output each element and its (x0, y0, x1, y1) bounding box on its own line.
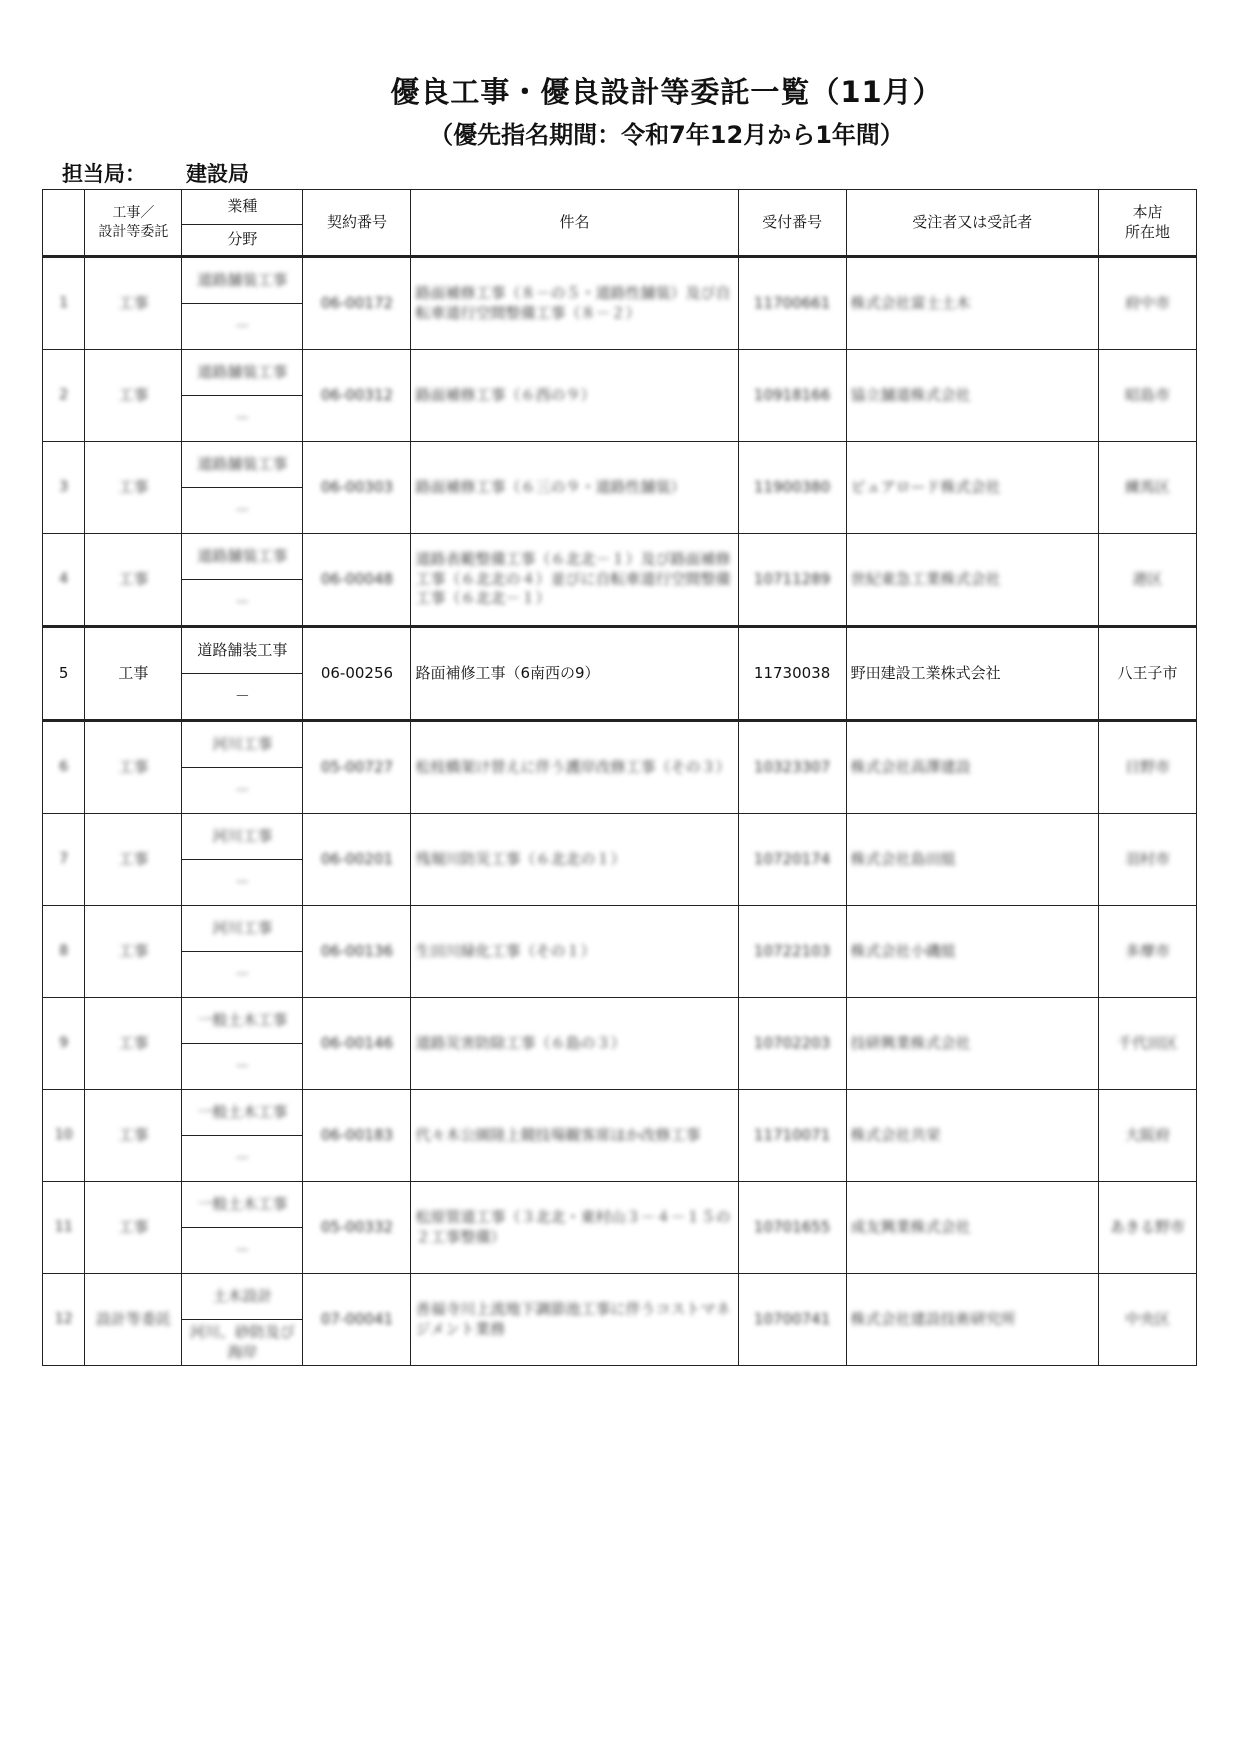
row-receipt-no: 10702203 (738, 998, 846, 1090)
header-field: 分野 (182, 225, 303, 257)
row-contract-no: 05-00332 (303, 1182, 411, 1274)
row-type: 工事 (85, 350, 182, 442)
row-industry: 一般土木工事 (182, 998, 303, 1044)
row-number: 1 (43, 257, 85, 350)
row-number: 5 (43, 627, 85, 721)
bureau-label: 担当局： (62, 162, 146, 186)
row-location: 昭島市 (1098, 350, 1196, 442)
row-contract-no: 05-00727 (303, 721, 411, 814)
award-list-table (42, 189, 1197, 1366)
row-receipt-no: 10700741 (738, 1274, 846, 1366)
row-contract-no: 06-00303 (303, 442, 411, 534)
row-type: 工事 (85, 906, 182, 998)
row-location: 練馬区 (1098, 442, 1196, 534)
table-header (43, 190, 1197, 257)
row-location: 府中市 (1098, 257, 1196, 350)
row-contract-no: 06-00256 (303, 627, 411, 721)
row-industry: 道路舗装工事 (182, 442, 303, 488)
row-type: 工事 (85, 534, 182, 627)
table-row (43, 534, 1197, 580)
row-subject: 善福寺川上流地下調節池工事に伴うコストマネジメント業務 (411, 1274, 738, 1366)
row-contract-no: 06-00183 (303, 1090, 411, 1182)
table-row (43, 1090, 1197, 1136)
row-industry: 道路舗装工事 (182, 627, 303, 674)
header-contractor: 受注者又は受託者 (846, 190, 1098, 257)
table-row (43, 906, 1197, 952)
row-type: 工事 (85, 1090, 182, 1182)
row-type: 工事 (85, 814, 182, 906)
row-contractor: ピュアロード株式会社 (846, 442, 1098, 534)
row-subject: 道路表範整備工事（６北北－１）及び路面補修工事（６北北の４）並びに自転車道行空間整備工事（６北北－１） (411, 534, 738, 627)
table-row (43, 1274, 1197, 1320)
row-receipt-no: 11700661 (738, 257, 846, 350)
row-contract-no: 06-00048 (303, 534, 411, 627)
row-industry: 道路舗装工事 (182, 534, 303, 580)
row-contractor: 株式会社富士土木 (846, 257, 1098, 350)
row-location: 日野市 (1098, 721, 1196, 814)
highlighted-rows-group (43, 627, 1197, 721)
row-receipt-no: 10711289 (738, 534, 846, 627)
header-subject: 件名 (411, 190, 738, 257)
row-field: － (182, 674, 303, 721)
row-contract-no: 06-00201 (303, 814, 411, 906)
row-contractor: 株式会社高澤建設 (846, 721, 1098, 814)
row-field: － (182, 952, 303, 998)
row-location: 八王子市 (1098, 627, 1196, 721)
row-type: 工事 (85, 721, 182, 814)
row-subject: 残堀川防災工事（６北北の１） (411, 814, 738, 906)
row-subject: 代々木公園陸上競技場観客席ほか改修工事 (411, 1090, 738, 1182)
row-receipt-no: 10722103 (738, 906, 846, 998)
row-industry: 一般土木工事 (182, 1090, 303, 1136)
row-field: － (182, 1136, 303, 1182)
row-contract-no: 06-00172 (303, 257, 411, 350)
row-number: 12 (43, 1274, 85, 1366)
row-industry: 土木設計 (182, 1274, 303, 1320)
row-receipt-no: 10720174 (738, 814, 846, 906)
header-industry: 業種 (182, 190, 303, 225)
row-contract-no: 06-00136 (303, 906, 411, 998)
row-contractor: 技研興業株式会社 (846, 998, 1098, 1090)
header-type: 工事／ 設計等委託 (85, 190, 182, 257)
row-subject: 生田川緑化工事（その１） (411, 906, 738, 998)
header-contract-no: 契約番号 (303, 190, 411, 257)
row-subject: 松原管道工事（３北北・東村山３－４－１５の２工事整備） (411, 1182, 738, 1274)
row-number: 2 (43, 350, 85, 442)
row-subject: 路面補修工事（６西の９） (411, 350, 738, 442)
row-location: あきる野市 (1098, 1182, 1196, 1274)
document-title: 優良工事・優良設計等委託一覧（11月） (390, 75, 943, 109)
row-industry: 一般土木工事 (182, 1182, 303, 1228)
row-field: － (182, 488, 303, 534)
row-industry: 河川工事 (182, 906, 303, 952)
row-field: － (182, 396, 303, 442)
row-field: － (182, 304, 303, 350)
row-subject: 路面補修工事（８－の５・道路性舗装）及び自転車道行空間整備工事（８－２） (411, 257, 738, 350)
row-contract-no: 07-00041 (303, 1274, 411, 1366)
blurred-rows-group (43, 721, 1197, 1366)
row-subject: 道路災害防除工事（６島の３） (411, 998, 738, 1090)
row-number: 8 (43, 906, 85, 998)
row-type: 工事 (85, 442, 182, 534)
table-row (43, 814, 1197, 860)
table-row (43, 627, 1197, 674)
row-receipt-no: 10701655 (738, 1182, 846, 1274)
row-location: 中央区 (1098, 1274, 1196, 1366)
row-field: 河川、砂防及び海岸 (182, 1320, 303, 1366)
row-industry: 河川工事 (182, 721, 303, 768)
row-contractor: 株式会社建設技術研究所 (846, 1274, 1098, 1366)
row-type: 工事 (85, 1182, 182, 1274)
table-row (43, 998, 1197, 1044)
row-field: － (182, 580, 303, 627)
row-location: 多摩市 (1098, 906, 1196, 998)
row-contractor: 株式会社共栄 (846, 1090, 1098, 1182)
table-row (43, 350, 1197, 396)
row-location: 港区 (1098, 534, 1196, 627)
row-number: 10 (43, 1090, 85, 1182)
table-row (43, 442, 1197, 488)
row-type: 工事 (85, 257, 182, 350)
row-contractor: 野田建設工業株式会社 (846, 627, 1098, 721)
bureau-value: 建設局 (186, 162, 249, 186)
header-receipt-no: 受付番号 (738, 190, 846, 257)
row-type: 工事 (85, 998, 182, 1090)
row-field: － (182, 1044, 303, 1090)
row-receipt-no: 11710071 (738, 1090, 846, 1182)
row-subject: 松枝橋架け替えに伴う護岸改修工事（その３） (411, 721, 738, 814)
row-number: 6 (43, 721, 85, 814)
row-number: 4 (43, 534, 85, 627)
row-field: － (182, 768, 303, 814)
row-location: 千代田区 (1098, 998, 1196, 1090)
row-contractor: 協立舗道株式会社 (846, 350, 1098, 442)
row-field: － (182, 1228, 303, 1274)
header-no (43, 190, 85, 257)
row-type: 設計等委託 (85, 1274, 182, 1366)
row-number: 9 (43, 998, 85, 1090)
row-contract-no: 06-00312 (303, 350, 411, 442)
row-receipt-no: 10918166 (738, 350, 846, 442)
row-contractor: 成友興業株式会社 (846, 1182, 1098, 1274)
row-contractor: 世紀東急工業株式会社 (846, 534, 1098, 627)
row-industry: 道路舗装工事 (182, 350, 303, 396)
row-industry: 河川工事 (182, 814, 303, 860)
row-type: 工事 (85, 627, 182, 721)
row-subject: 路面補修工事（６三の９・道路性舗装） (411, 442, 738, 534)
blurred-rows-group (43, 257, 1197, 627)
row-receipt-no: 10323307 (738, 721, 846, 814)
table-row (43, 257, 1197, 304)
header-location: 本店 所在地 (1098, 190, 1196, 257)
row-number: 11 (43, 1182, 85, 1274)
row-number: 3 (43, 442, 85, 534)
row-contractor: 株式会社小磯組 (846, 906, 1098, 998)
row-receipt-no: 11900380 (738, 442, 846, 534)
row-industry: 道路舗装工事 (182, 257, 303, 304)
row-number: 7 (43, 814, 85, 906)
row-location: 大阪府 (1098, 1090, 1196, 1182)
bureau-line (62, 158, 249, 188)
row-contract-no: 06-00146 (303, 998, 411, 1090)
row-receipt-no: 11730038 (738, 627, 846, 721)
row-location: 羽村市 (1098, 814, 1196, 906)
table-row (43, 721, 1197, 768)
row-subject: 路面補修工事（6南西の9） (411, 627, 738, 721)
document-subtitle: （優先指名期間：令和7年12月から1年間） (429, 121, 904, 149)
row-contractor: 株式会社島田組 (846, 814, 1098, 906)
table-row (43, 1182, 1197, 1228)
row-field: － (182, 860, 303, 906)
